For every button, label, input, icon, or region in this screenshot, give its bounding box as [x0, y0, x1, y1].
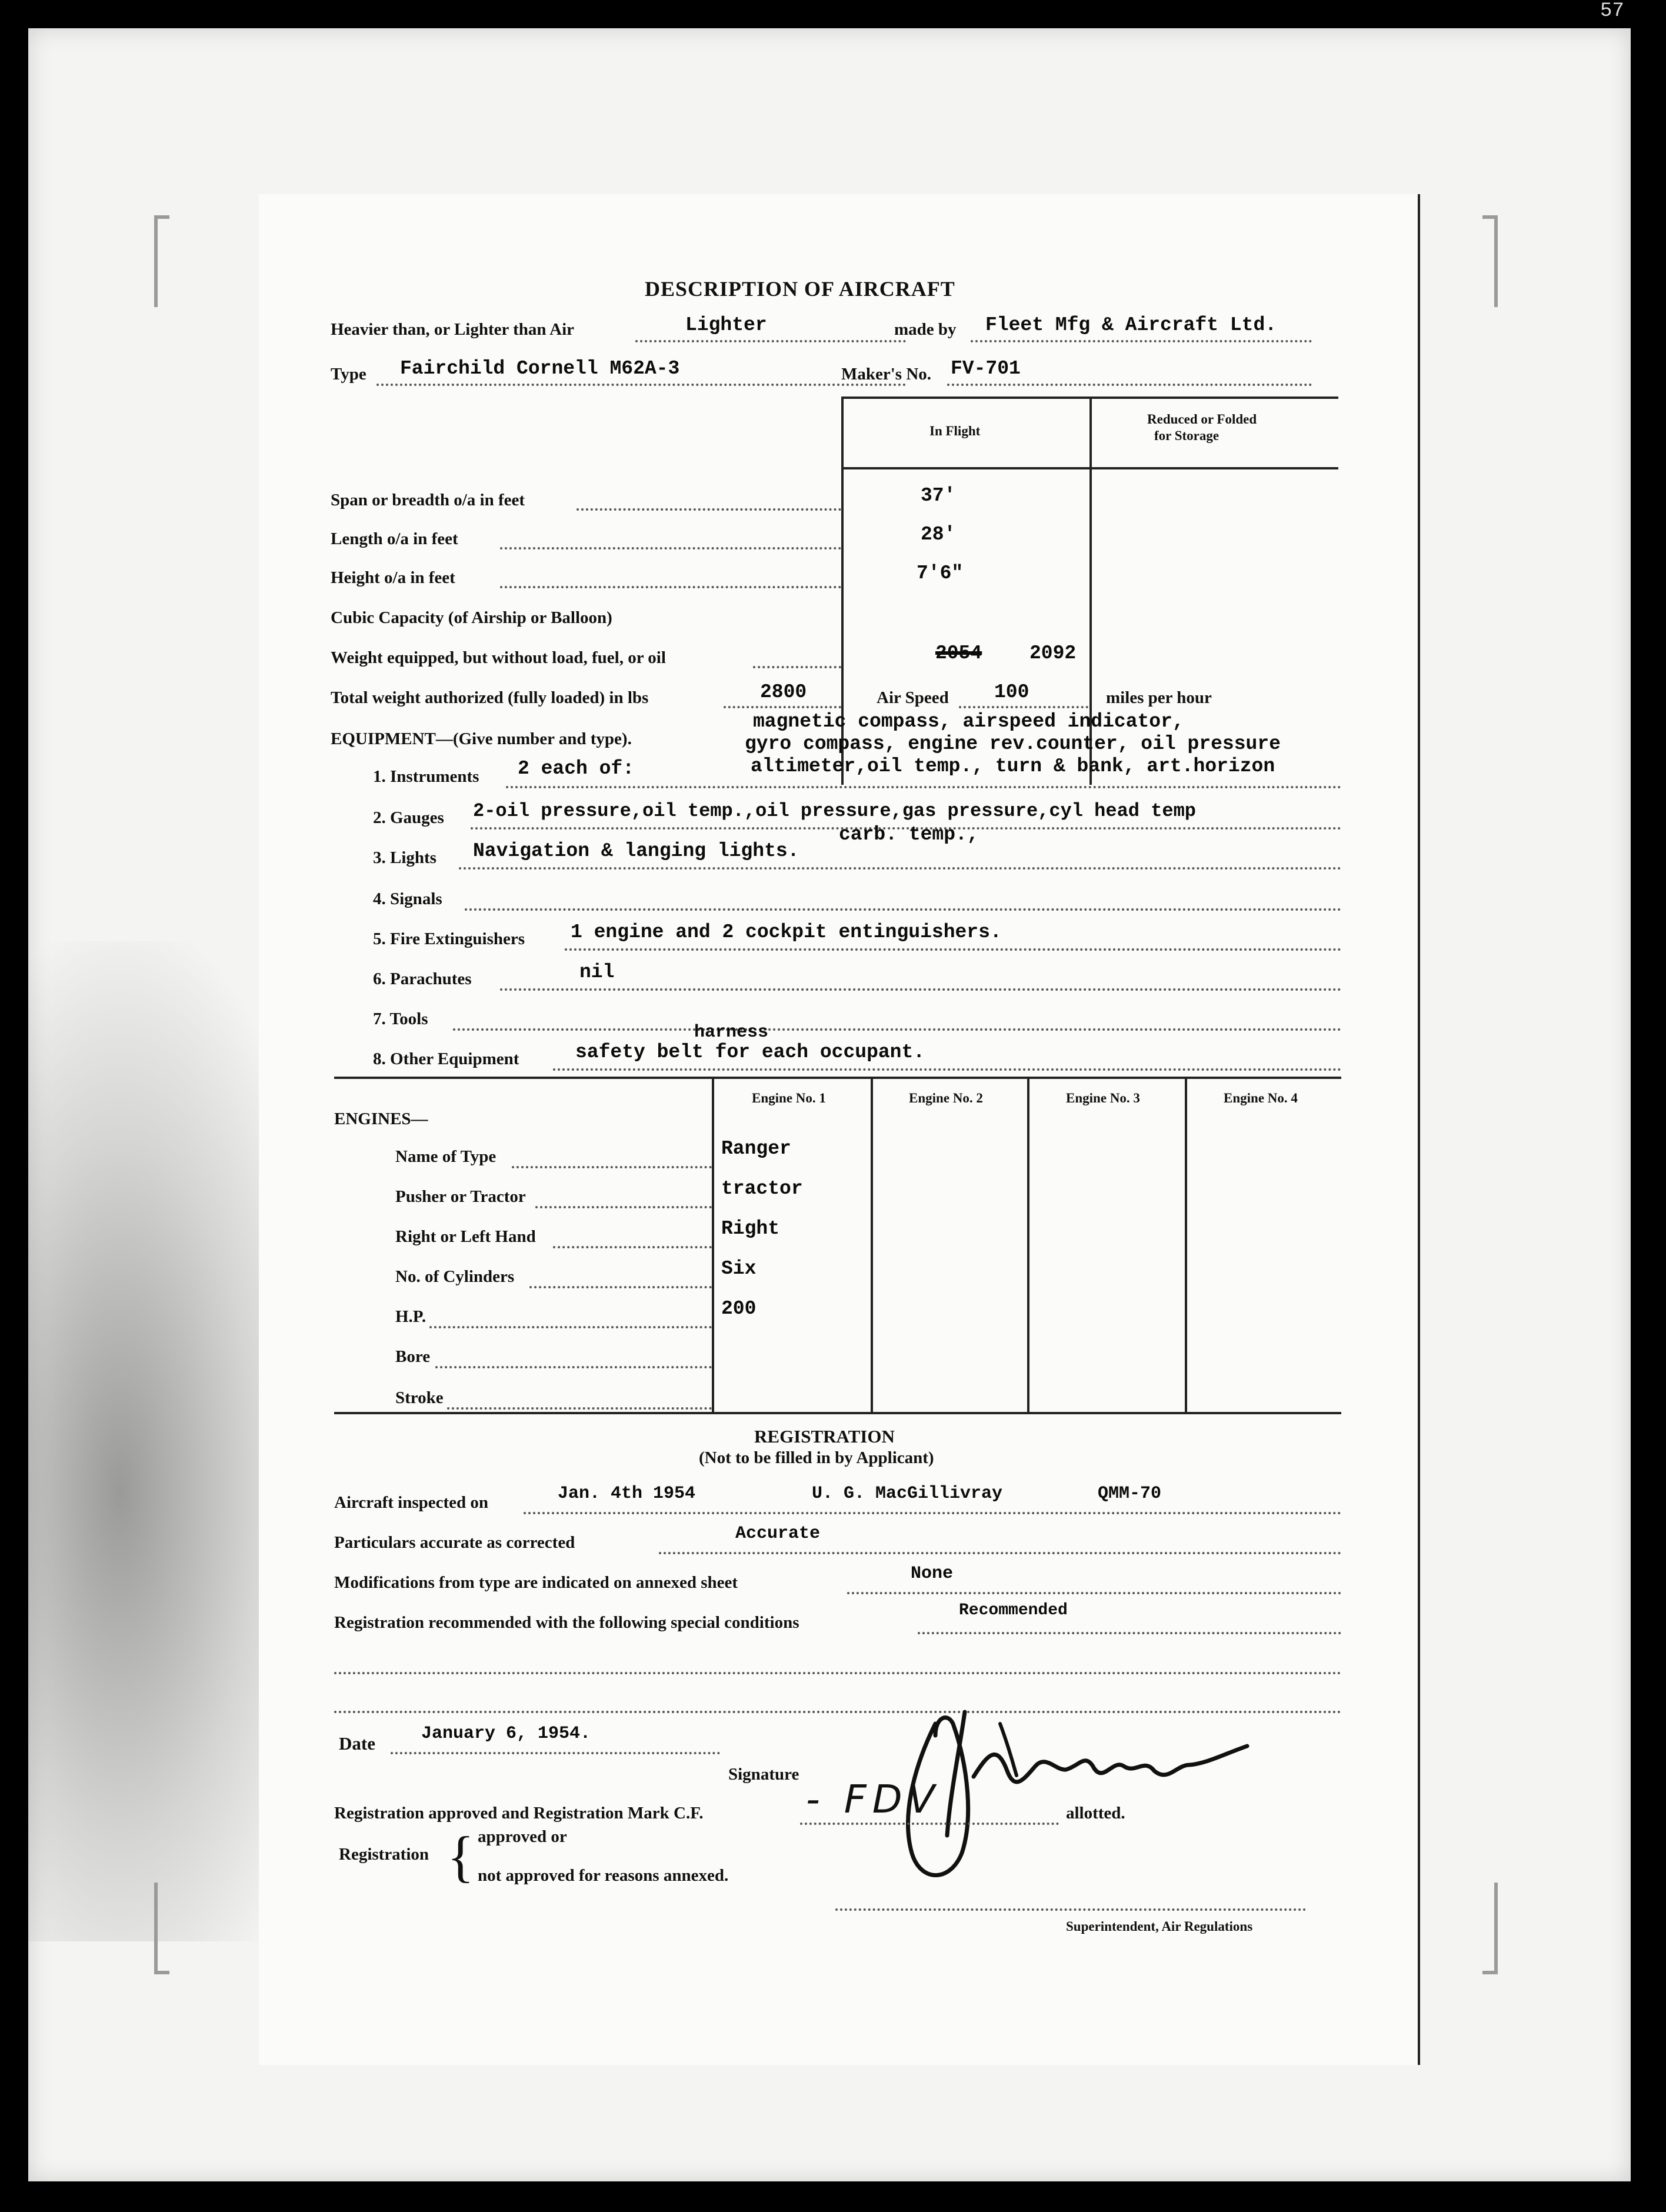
form-title: DESCRIPTION OF AIRCRAFT	[645, 277, 955, 301]
modifications-value: None	[911, 1564, 954, 1584]
engine-col-3: Engine No. 3	[1066, 1091, 1140, 1105]
tools-line	[453, 1028, 1341, 1031]
total-weight-label: Total weight authorized (fully loaded) in lbs	[331, 688, 649, 707]
engine-col-2: Engine No. 2	[909, 1091, 983, 1105]
superintendent-line	[835, 1908, 1306, 1911]
parachutes-value: nil	[579, 961, 615, 983]
fire-value: 1 engine and 2 cockpit entinguishers.	[571, 921, 1002, 943]
approved-or: approved or	[478, 1827, 567, 1846]
made-by-value: Fleet Mfg & Aircraft Ltd.	[985, 314, 1277, 336]
engine-row-value: Six	[721, 1258, 757, 1280]
fire-label: 5. Fire Extinguishers	[373, 930, 525, 948]
inspected-date: Jan. 4th 1954	[558, 1484, 696, 1504]
instruments-line-3: altimeter,oil temp., turn & bank, art.horizon	[751, 755, 1275, 777]
engine-row-value: tractor	[721, 1178, 803, 1200]
instruments-label: 1. Instruments	[373, 767, 479, 786]
mph-label: miles per hour	[1106, 688, 1212, 707]
engines-col-4-rule	[1185, 1077, 1187, 1412]
length-value: 28'	[921, 524, 956, 545]
type-line	[376, 384, 906, 386]
span-value: 37'	[921, 485, 956, 507]
air-speed-value: 100	[994, 681, 1029, 703]
engine-row-label: Stroke	[395, 1388, 444, 1407]
col-storage-1: Reduced or Folded	[1147, 412, 1257, 427]
total-weight-value: 2800	[760, 681, 807, 703]
parachutes-line	[500, 988, 1341, 991]
aircraft-description-form	[259, 194, 1420, 2065]
col-in-flight: In Flight	[929, 424, 981, 438]
not-approved: not approved for reasons annexed.	[478, 1866, 729, 1885]
modifications-label: Modifications from type are indicated on annexed sheet	[334, 1573, 738, 1592]
air-speed-line	[959, 706, 1088, 708]
other-insert: harness	[694, 1022, 769, 1042]
instruments-line-2: gyro compass, engine rev.counter, oil pressure	[745, 733, 1281, 755]
engine-row-line	[435, 1366, 712, 1368]
span-line	[577, 508, 841, 511]
registration-word: Registration	[339, 1845, 429, 1864]
engine-row-line	[429, 1326, 712, 1328]
heavier-value: Lighter	[685, 314, 767, 336]
crop-mark-bottom-left	[154, 1883, 169, 1974]
weight-value: 2092	[1029, 642, 1077, 664]
height-line	[500, 586, 841, 588]
instruments-line-1: magnetic compass, airspeed indicator,	[753, 711, 1184, 732]
engine-row-label: Right or Left Hand	[395, 1227, 536, 1246]
gauges-label: 2. Gauges	[373, 808, 444, 827]
engine-row-line	[512, 1166, 712, 1168]
registration-subheading: (Not to be filled in by Applicant)	[699, 1448, 934, 1467]
instruments-value: 2 each of:	[518, 758, 635, 779]
weight-struck: 2054	[935, 642, 982, 664]
date-line	[391, 1752, 720, 1754]
engines-label: ENGINES—	[334, 1110, 428, 1128]
col-storage-2: for Storage	[1154, 428, 1219, 443]
weight-line	[753, 666, 841, 668]
total-weight-line	[724, 706, 841, 708]
corner-mark: 57	[1600, 0, 1624, 22]
engine-row-line	[529, 1286, 712, 1288]
engine-row-value: 200	[721, 1298, 757, 1320]
engines-bottom-rule	[334, 1412, 1341, 1414]
engine-row-label: Name of Type	[395, 1147, 497, 1166]
recommended-line	[918, 1632, 1341, 1634]
mark-line	[800, 1823, 1059, 1825]
makers-no-value: FV-701	[951, 358, 1021, 379]
crop-mark-bottom-right	[1482, 1883, 1498, 1974]
signals-line	[465, 908, 1341, 911]
weight-label: Weight equipped, but without load, fuel, or oil	[331, 648, 666, 667]
particulars-line	[659, 1552, 1341, 1554]
heavier-label: Heavier than, or Lighter than Air	[331, 320, 575, 339]
recommended-label: Registration recommended with the following special conditions	[334, 1613, 799, 1632]
equipment-label: EQUIPMENT—(Give number and type).	[331, 729, 632, 748]
made-by-label: made by	[894, 320, 957, 339]
crop-mark-top-left	[154, 215, 169, 307]
gauges-value: 2-oil pressure,oil temp.,oil pressure,gas pressure,cyl head temp	[473, 800, 1196, 822]
inspected-label: Aircraft inspected on	[334, 1493, 489, 1512]
registration-brace: {	[447, 1825, 475, 1888]
engines-col-3-rule	[1027, 1077, 1029, 1412]
makers-no-line	[947, 384, 1312, 386]
date-value: January 6, 1954.	[421, 1724, 591, 1744]
type-value: Fairchild Cornell M62A-3	[400, 358, 680, 379]
engine-row-label: No. of Cylinders	[395, 1267, 515, 1286]
superintendent-label: Superintendent, Air Regulations	[1066, 1919, 1253, 1934]
engine-col-4: Engine No. 4	[1224, 1091, 1298, 1105]
cubic-label: Cubic Capacity (of Airship or Balloon)	[331, 608, 612, 627]
lights-line	[459, 867, 1341, 870]
engine-row-label: Pusher or Tractor	[395, 1187, 526, 1206]
signals-label: 4. Signals	[373, 890, 442, 908]
gauges-value-2: carb. temp.,	[839, 824, 979, 845]
other-value: safety belt for each occupant.	[575, 1041, 925, 1063]
engine-row-label: H.P.	[395, 1307, 427, 1326]
tools-label: 7. Tools	[373, 1010, 428, 1028]
lights-label: 3. Lights	[373, 848, 437, 867]
height-value: 7'6"	[917, 562, 964, 584]
inspector-code: QMM-70	[1098, 1484, 1162, 1504]
engine-row-line	[553, 1246, 712, 1248]
registration-mark-value: - FDV	[806, 1777, 941, 1822]
allotted-label: allotted.	[1066, 1804, 1125, 1823]
date-label: Date	[339, 1733, 375, 1754]
fire-line	[565, 948, 1341, 951]
engines-top-rule	[334, 1077, 1341, 1079]
lights-value: Navigation & langing lights.	[473, 840, 799, 862]
inspector-name: U. G. MacGillivray	[812, 1484, 1003, 1504]
conditions-line-2	[334, 1672, 1341, 1674]
type-label: Type	[331, 365, 366, 384]
crop-mark-top-right	[1482, 215, 1498, 307]
engine-row-line	[535, 1206, 712, 1208]
approved-label: Registration approved and Registration Mark C.F.	[334, 1804, 704, 1823]
length-label: Length o/a in feet	[331, 529, 458, 548]
heavier-line	[635, 340, 906, 342]
makers-no-label: Maker's No.	[841, 365, 932, 384]
other-line	[553, 1068, 1341, 1071]
inspected-line	[524, 1512, 1341, 1514]
particulars-value: Accurate	[735, 1524, 821, 1544]
modifications-line	[847, 1592, 1341, 1594]
height-label: Height o/a in feet	[331, 568, 455, 587]
registration-heading: REGISTRATION	[754, 1426, 895, 1447]
air-speed-label: Air Speed	[877, 688, 949, 707]
other-label: 8. Other Equipment	[373, 1050, 519, 1068]
engines-col-2-rule	[871, 1077, 873, 1412]
engine-row-line	[447, 1407, 712, 1410]
span-label: Span or breadth o/a in feet	[331, 491, 525, 509]
made-by-line	[971, 340, 1312, 342]
instruments-line	[506, 786, 1341, 788]
engine-row-value: Ranger	[721, 1138, 791, 1160]
engine-row-label: Bore	[395, 1347, 431, 1366]
signature-label: Signature	[728, 1765, 799, 1784]
length-line	[500, 547, 841, 549]
particulars-label: Particulars accurate as corrected	[334, 1533, 575, 1552]
parachutes-label: 6. Parachutes	[373, 970, 472, 988]
engine-row-value: Right	[721, 1218, 780, 1240]
recommended-value: Recommended	[959, 1601, 1068, 1620]
engines-col-1-rule	[712, 1077, 714, 1412]
engine-col-1: Engine No. 1	[752, 1091, 826, 1105]
